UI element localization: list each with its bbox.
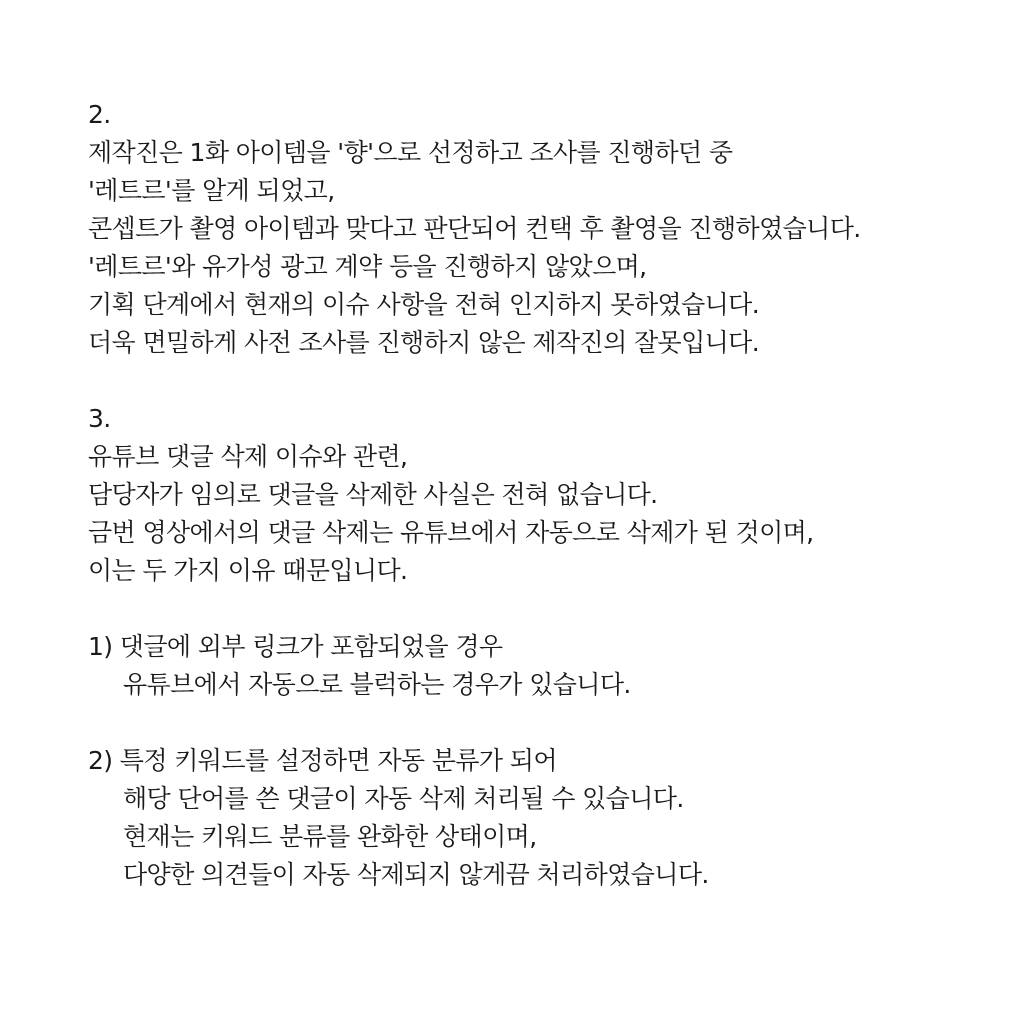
paragraph-line: '레트르'를 알게 되었고, xyxy=(88,176,335,205)
spacer xyxy=(88,704,984,742)
spacer xyxy=(88,590,984,628)
reason-line: 해당 단어를 쓴 댓글이 자동 삭제 처리될 수 있습니다. xyxy=(123,784,684,813)
spacer xyxy=(88,362,984,400)
paragraph-line: 기획 단계에서 현재의 이슈 사항을 전혀 인지하지 못하였습니다. xyxy=(88,290,760,319)
paragraph-line: 담당자가 임의로 댓글을 삭제한 사실은 전혀 없습니다. xyxy=(88,480,658,509)
section-2 xyxy=(88,96,984,362)
reason-line: 유튜브에서 자동으로 블럭하는 경우가 있습니다. xyxy=(123,670,631,699)
reason-2 xyxy=(88,742,984,894)
section-3 xyxy=(88,400,984,590)
section-number: 3. xyxy=(88,404,111,433)
paragraph-line: 금번 영상에서의 댓글 삭제는 유튜브에서 자동으로 삭제가 된 것이며, xyxy=(88,518,814,547)
statement-document xyxy=(88,96,984,894)
paragraph-line: 유튜브 댓글 삭제 이슈와 관련, xyxy=(88,442,408,471)
reason-title: 1) 댓글에 외부 링크가 포함되었을 경우 xyxy=(88,632,503,661)
reason-1 xyxy=(88,628,984,704)
reason-line: 다양한 의견들이 자동 삭제되지 않게끔 처리하였습니다. xyxy=(123,860,709,889)
reason-title: 2) 특정 키워드를 설정하면 자동 분류가 되어 xyxy=(88,746,557,775)
paragraph-line: 제작진은 1화 아이템을 '향'으로 선정하고 조사를 진행하던 중 xyxy=(88,138,733,167)
section-number: 2. xyxy=(88,100,111,129)
paragraph-line: 콘셉트가 촬영 아이템과 맞다고 판단되어 컨택 후 촬영을 진행하였습니다. xyxy=(88,214,861,243)
paragraph-line: 더욱 면밀하게 사전 조사를 진행하지 않은 제작진의 잘못입니다. xyxy=(88,328,760,357)
reason-line: 현재는 키워드 분류를 완화한 상태이며, xyxy=(123,822,537,851)
paragraph-line: '레트르'와 유가성 광고 계약 등을 진행하지 않았으며, xyxy=(88,252,647,281)
paragraph-line: 이는 두 가지 이유 때문입니다. xyxy=(88,556,408,585)
